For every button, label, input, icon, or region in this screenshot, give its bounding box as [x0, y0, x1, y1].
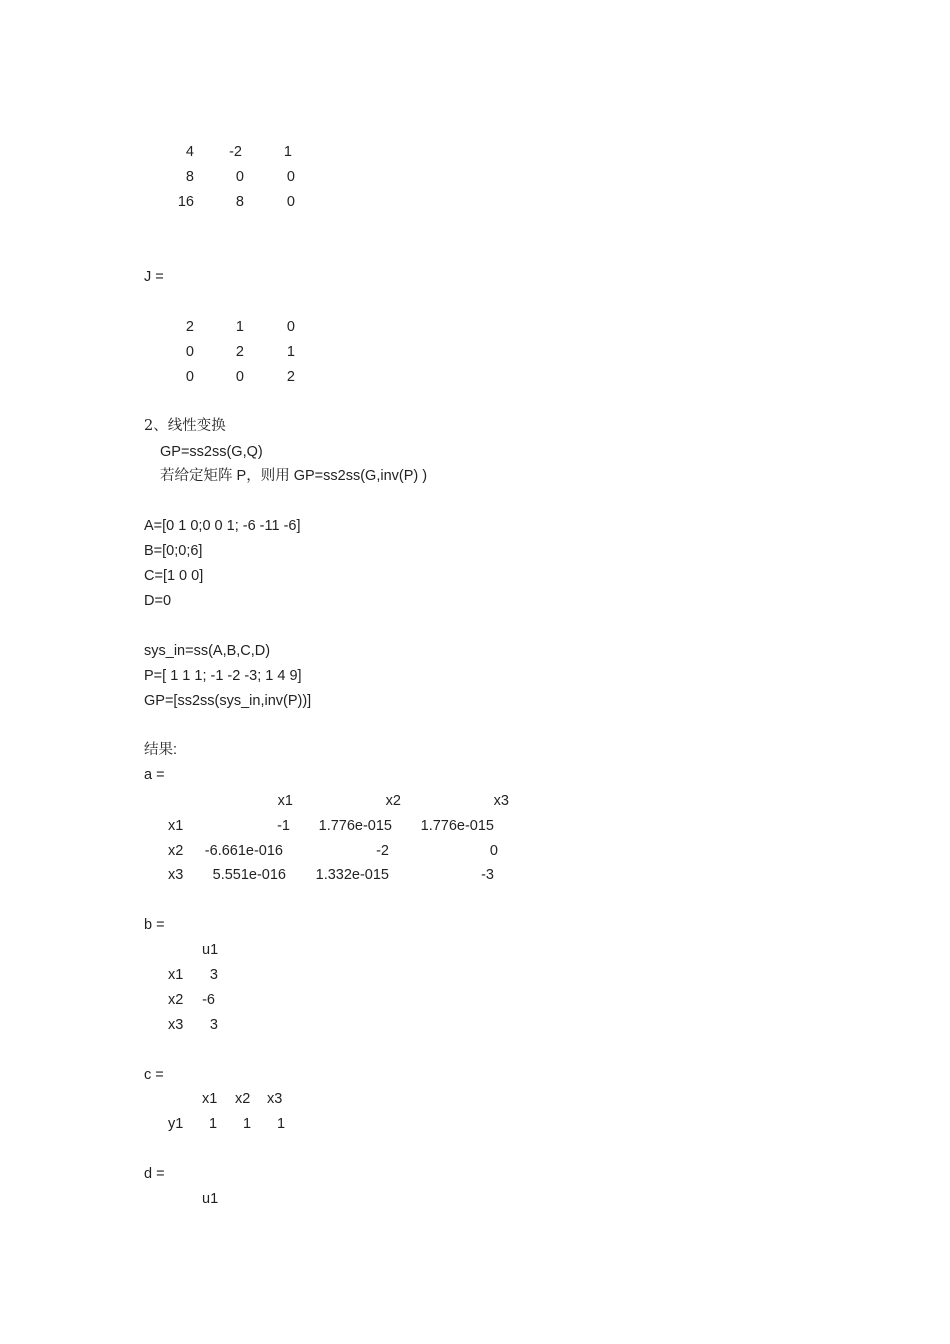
column-header: x1: [202, 1091, 218, 1107]
matrix-cell: -3: [481, 867, 494, 883]
matrix-cell: 0: [235, 369, 244, 385]
matrix-cell: 1.776e-015: [420, 818, 494, 834]
code-line: sys_in=ss(A,B,C,D): [144, 643, 271, 659]
row-header: x3: [168, 1017, 184, 1033]
matrix-cell: 1: [209, 1116, 218, 1132]
column-header: u1: [202, 942, 219, 958]
row-header: x1: [168, 818, 184, 834]
row-header: x2: [168, 843, 184, 859]
column-header: u1: [202, 1191, 219, 1207]
matrix-cell: -2: [229, 144, 242, 160]
code-line: GP=ss2ss(G,Q): [160, 444, 263, 460]
matrix-cell: 2: [185, 319, 194, 335]
matrix-cell: 0: [185, 344, 194, 360]
matrix-cell: 0: [286, 319, 295, 335]
matrix-cell: 8: [235, 194, 244, 210]
matrix-cell: 1: [286, 344, 295, 360]
b-label: b =: [144, 917, 165, 933]
column-header: x1: [277, 793, 293, 809]
code-line: D=0: [144, 593, 172, 609]
matrix-cell: 5.551e-016: [212, 867, 286, 883]
matrix-cell: 0: [185, 369, 194, 385]
matrix-cell: 2: [235, 344, 244, 360]
column-header: x2: [385, 793, 401, 809]
row-header: y1: [168, 1116, 184, 1132]
matrix-cell: 0: [286, 194, 295, 210]
c-label: c =: [144, 1067, 164, 1083]
d-label: d =: [144, 1166, 165, 1182]
matrix-cell: 8: [185, 169, 194, 185]
matrix-cell: 1: [283, 144, 292, 160]
result-label: 结果:: [144, 742, 178, 758]
matrix-cell: 0: [235, 169, 244, 185]
code-line: GP=[ss2ss(sys_in,inv(P))]: [144, 693, 312, 709]
row-header: x2: [168, 992, 184, 1008]
matrix-cell: 2: [286, 369, 295, 385]
matrix-cell: 16: [177, 194, 194, 210]
code-line: C=[1 0 0]: [144, 568, 204, 584]
a-label: a =: [144, 767, 165, 783]
matrix-cell: 1: [277, 1116, 286, 1132]
code-line: A=[0 1 0;0 0 1; -6 -11 -6]: [144, 518, 301, 534]
matrix-cell: -6: [202, 992, 215, 1008]
row-header: x1: [168, 967, 184, 983]
section-heading: 2、线性变换: [144, 418, 226, 434]
code-line: B=[0;0;6]: [144, 543, 203, 559]
column-header: x3: [267, 1091, 283, 1107]
column-header: x2: [235, 1091, 251, 1107]
column-header: x3: [493, 793, 509, 809]
code-line: P=[ 1 1 1; -1 -2 -3; 1 4 9]: [144, 668, 302, 684]
note-line: 若给定矩阵 P，则用 GP=ss2ss(G,inv(P) ): [160, 468, 428, 484]
matrix-cell: 3: [209, 967, 218, 983]
matrix-cell: -2: [376, 843, 389, 859]
matrix-cell: 1.776e-015: [318, 818, 392, 834]
matrix-cell: 1: [235, 319, 244, 335]
matrix-cell: 0: [286, 169, 295, 185]
matrix-cell: 4: [185, 144, 194, 160]
matrix-cell: 0: [489, 843, 498, 859]
j-label: J =: [144, 269, 164, 285]
row-header: x3: [168, 867, 184, 883]
matrix-cell: 1: [243, 1116, 252, 1132]
matrix-cell: 3: [209, 1017, 218, 1033]
matrix-cell: -6.661e-016: [204, 843, 283, 859]
matrix-cell: 1.332e-015: [315, 867, 389, 883]
matrix-cell: -1: [277, 818, 290, 834]
